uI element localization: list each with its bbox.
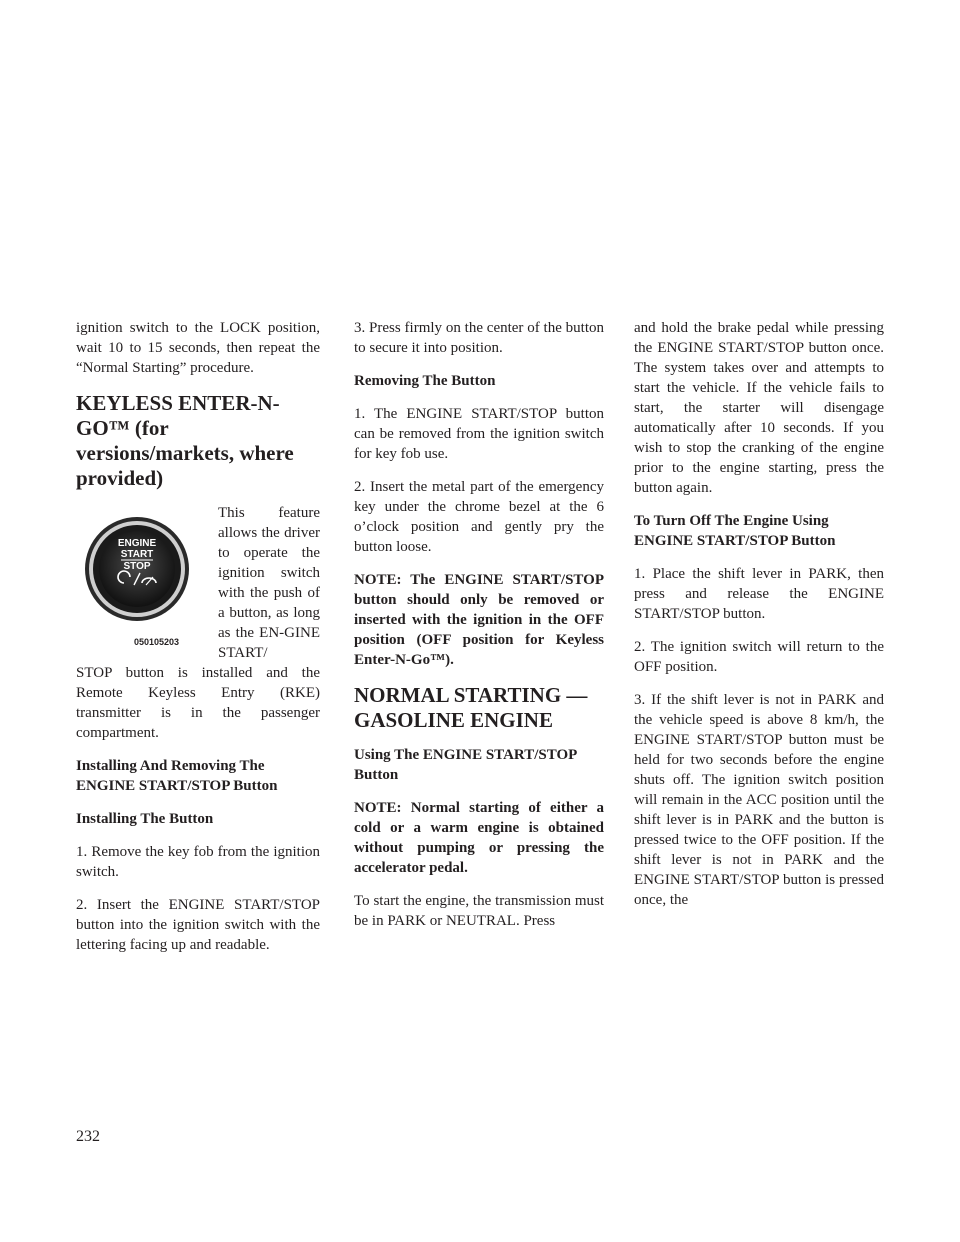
figure-side-text [218, 503, 320, 663]
figure-caption: 050105203 [134, 637, 180, 647]
subheading-installing-removing: Installing And Removing The ENGINE START/STOP Button [76, 758, 278, 794]
intro-paragraph: ignition switch to the LOCK position, wait 10 to 15 seconds, then repeat the “Normal Starting” procedure. [76, 320, 320, 376]
note-button-removal: NOTE: The ENGINE START/STOP button should only be removed or inserted with the ignition in the OFF position (OFF position for Keyless Enter-N-Go™). [354, 572, 604, 668]
subheading-installing-button: Installing The Button [76, 811, 214, 827]
section-heading-keyless: KEYLESS ENTER-N-GO™ (for versions/markets, where provided) [76, 391, 294, 490]
turn-off-step-1: 1. Place the shift lever in PARK, then press and release the ENGINE START/STOP button. [634, 566, 884, 622]
turn-off-step-2: 2. The ignition switch will return to the OFF position. [634, 639, 884, 675]
button-label-start: START [120, 549, 154, 560]
start-paragraph: To start the engine, the transmission must be in PARK or NEUTRAL. Press [354, 893, 604, 929]
install-step-1: 1. Remove the key fob from the ignition switch. [76, 844, 320, 880]
remove-step-2: 2. Insert the metal part of the emergency key under the chrome bezel at the 6 o’clock position and gently pry the button loose. [354, 479, 604, 555]
figure-side-paragraph: This feature allows the driver to operate the ignition switch with the push of a button, as long as the EN-GINE START/ [218, 505, 320, 661]
turn-off-step-3: 3. If the shift lever is not in PARK and the vehicle speed is above 8 km/h, the ENGINE START/STOP button must be held for two seconds before the engine shuts off. The ignition switch position will remain in the ACC position until the shift lever is in PARK and the button is pressed twice to the OFF position. If the shift lever is not in PARK and the ENGINE START/STOP button is pressed once, the [634, 692, 884, 908]
column-1 [76, 318, 320, 968]
page-number: 232 [76, 1128, 100, 1145]
figure-block [76, 503, 320, 663]
install-step-3: 3. Press firmly on the center of the button to secure it into position. [354, 320, 604, 356]
column-3 [634, 318, 884, 923]
section-heading-normal-starting: NORMAL STARTING — GASOLINE ENGINE [354, 683, 588, 732]
subheading-removing-button: Removing The Button [354, 373, 496, 389]
remove-step-1: 1. The ENGINE START/STOP button can be removed from the ignition switch for key fob use. [354, 406, 604, 462]
note-normal-starting: NOTE: Normal starting of either a cold or a warm engine is obtained without pumping or pressing the accelerator pedal. [354, 800, 604, 876]
start-paragraph-continued: and hold the brake pedal while pressing the ENGINE START/STOP button once. The system takes over and attempts to start the vehicle. If the vehicle fails to start, the starter will disengage automatically after 10 seconds. If you wish to stop the cranking of the engine prior to the engine starting, press the button again. [634, 320, 884, 496]
subheading-using-button: Using The ENGINE START/STOP Button [354, 747, 577, 783]
engine-start-stop-button-icon [76, 511, 198, 631]
button-label-stop: STOP [123, 561, 151, 572]
button-label-engine: ENGINE [117, 538, 157, 549]
subheading-turn-off: To Turn Off The Engine Using ENGINE START/STOP Button [634, 513, 836, 549]
figure-continued-paragraph: STOP button is installed and the Remote Keyless Entry (RKE) transmitter is in the passenger compartment. [76, 665, 320, 741]
install-step-2: 2. Insert the ENGINE START/STOP button into the ignition switch with the lettering facing up and readable. [76, 897, 320, 953]
column-2 [354, 318, 604, 944]
